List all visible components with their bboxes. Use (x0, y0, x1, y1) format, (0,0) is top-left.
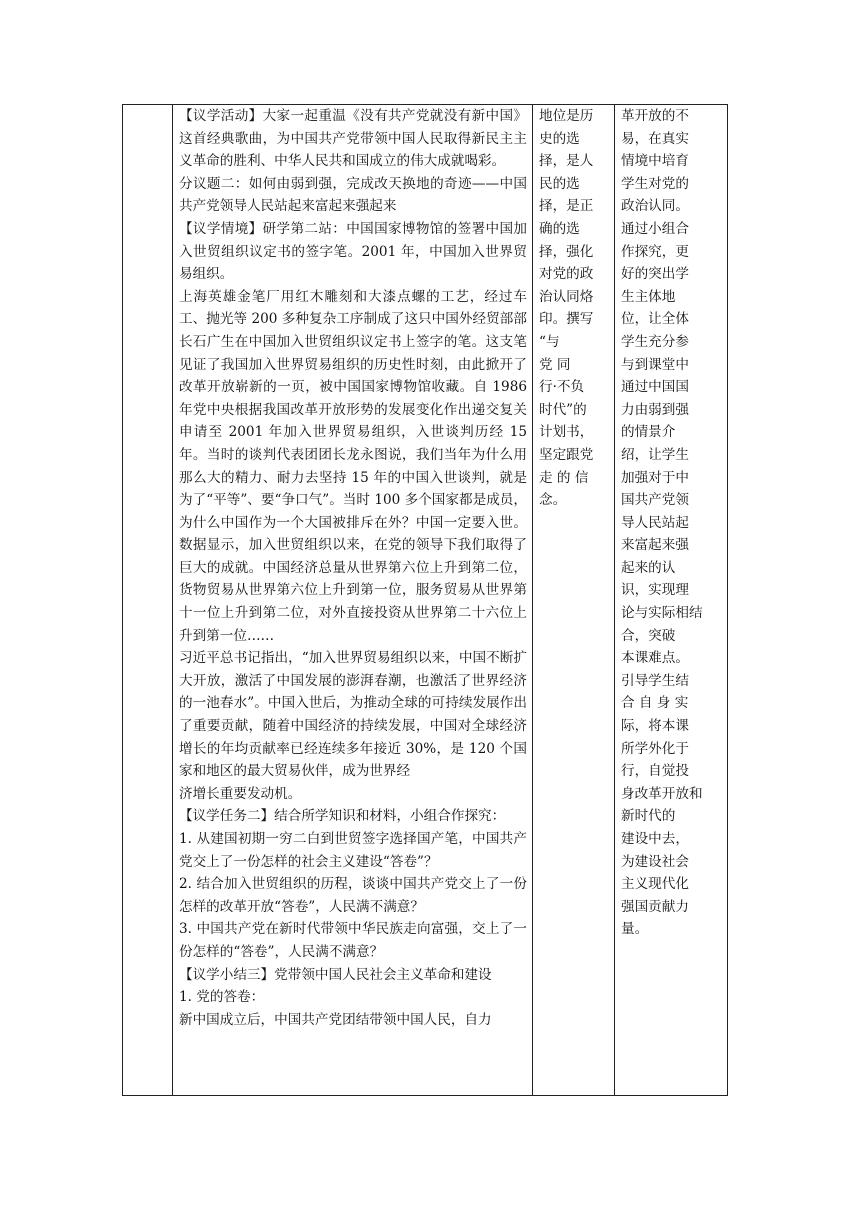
paragraph-activity-song: 【议学活动】大家一起重温《没有共产党就没有新中国》这首经典歌曲，为中国共产党带领中国人民取得新民主主义革命的胜利、中华人民共和国成立的伟大成就喝彩。 (179, 108, 527, 170)
table-column-student-activity (533, 105, 615, 1095)
design-intent-text: 革开放的不 易，在真实 情境中培育 学生对党的 政治认同。 通过小组合 作探究，更 好的突出学 生主体地 位，让全体 学生充分参 与到课堂中 通过中国国 力由弱到强 的情景介 绍，让学生 加强对于中 国共产党领 导人民站起 来富起来强 起来的认 识，实现理 论与实际相结 合，突破 本课难点。 引导学生结 合 自 身 实 际，将本课 所学外化于 行，自觉投 身改革开放和 新时代的 建设中去， 为建设社会 主义现代化 强国贡献力 量。 (621, 108, 703, 938)
lesson-plan-table (122, 104, 728, 1096)
paragraph-summary-three: 【议学小结三】党带领中国人民社会主义革命和建设 (179, 966, 492, 983)
student-activity-text: 地位是历 史的选 择，是人 民的选 择，是正 确的选 择，强化 对党的政 治认同烙 印。撰写 “与 党 同 行·不负 时代”的 计划书， 坚定跟党 走 的 信 念。 (539, 108, 594, 509)
paragraph-after-founding: 新中国成立后，中国共产党团结带领中国人民，自力 (179, 1011, 492, 1028)
table-column-blank (123, 105, 173, 1095)
paragraph-pen-story: 上海英雄金笔厂用红木雕刻和大漆点螺的工艺，经过车工、抛光等 200 多种复杂工序制成了这只中国外经贸部部长石广生在中国加入世贸组织议定书上签字的笔。这支笔见证了我国加入世界贸易组织的历史性时刻，由此掀开了改革开放崭新的一页，被中国国家博物馆收藏。自 1986 年党中央根据我国改革开放形势的发展变化作出递交复关申请至 2001 年加入世界贸易组织，入世谈判历经 15 年。当时的谈判代表团团长龙永图说，我们当年为什么用那么大的精力、耐力去坚持 15 年的中国入世谈判，就是为了“平等”、要“争口气”。当时 100 多个国家都是成员，为什么中国作为一个大国被排斥在外？中国一定要入世。数据显示，加入世贸组织以来，在党的领导下我们取得了巨大的成就。中国经济总量从世界第六位上升到第二位，货物贸易从世界第六位上升到第一位，服务贸易从世界第十一位上升到第二位，对外直接投资从世界第二十六位上升到第一位…… (179, 288, 527, 644)
paragraph-xi-quote: 习近平总书记指出，“加入世界贸易组织以来，中国不断扩大开放，激活了中国发展的澎湃春潮，也激活了世界经济的一池春水”。中国入世后，为推动全球的可持续发展作出了重要贡献，随着中国经济的持续发展，中国对全球经济增长的年均贡献率已经连续多年接近 30%，是 120 个国家和地区的最大贸易伙伴，成为世界经 (179, 650, 527, 780)
paragraph-question-2: 2. 结合加入世贸组织的历程，谈谈中国共产党交上了一份怎样的改革开放“答卷”，人民满不满意？ (179, 876, 527, 915)
paragraph-task-two: 【议学任务二】结合所学知识和材料，小组合作探究： (179, 808, 506, 825)
paragraph-engine: 济增长重要发动机。 (179, 785, 302, 802)
paragraph-party-answer: 1. 党的答卷： (179, 989, 265, 1006)
table-column-design-intent (615, 105, 727, 1095)
table-column-main-content (173, 105, 533, 1095)
paragraph-sub-topic-two: 分议题二：如何由弱到强，完成改天换地的奇迹——中国共产党领导人民站起来富起来强起来 (179, 175, 527, 215)
paragraph-question-3: 3. 中国共产党在新时代带领中华民族走向富强，交上了一份怎样的“答卷”，人民满不满意？ (179, 921, 527, 960)
paragraph-situation-intro: 【议学情境】研学第二站：中国国家博物馆的签署中国加入世贸组织议定书的签字笔。2001 年，中国加入世界贸易组织。 (179, 220, 527, 283)
paragraph-question-1: 1. 从建国初期一穷二白到世贸签字选择国产笔，中国共产党交上了一份怎样的社会主义建设“答卷”？ (179, 831, 527, 870)
